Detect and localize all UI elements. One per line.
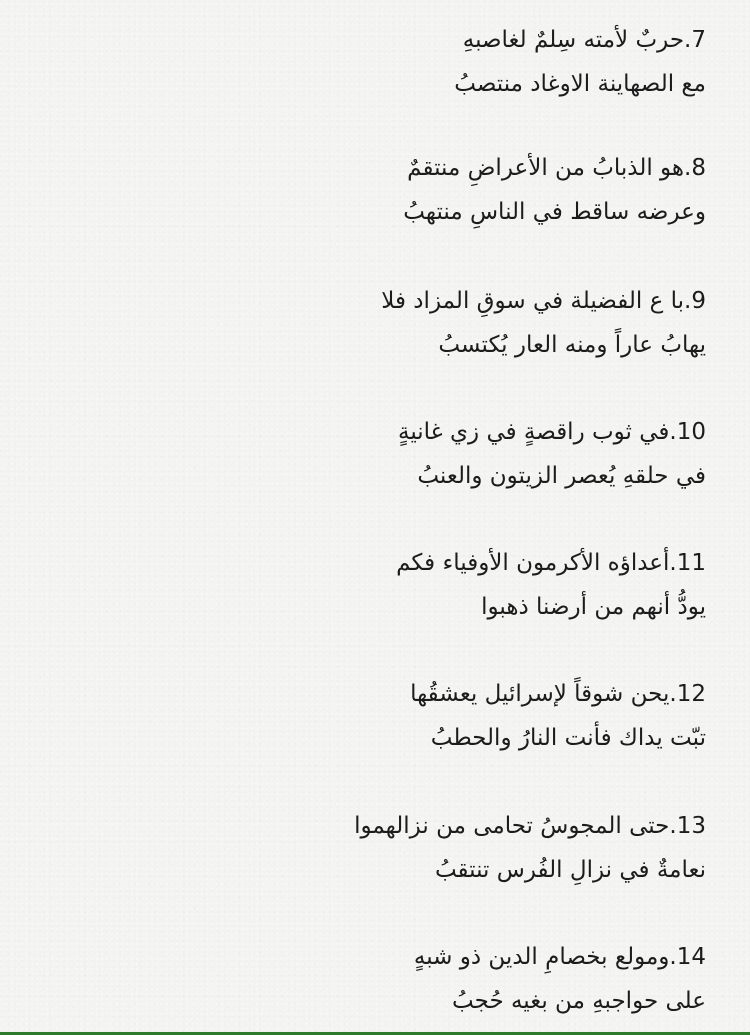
verse-line: 10.في ثوب راقصةٍ في زي غانيةٍ (398, 419, 706, 445)
verse-line: يودُّ أنهم من أرضنا ذهبوا (481, 594, 706, 620)
verse-line: وعرضه ساقط في الناسِ منتهبُ (403, 199, 706, 225)
verse-line: على حواجبهِ من بغيه حُجبُ (452, 988, 706, 1014)
verse-line: يهابُ عاراً ومنه العار يُكتسبُ (438, 332, 706, 358)
verse-line: مع الصهاينة الاوغاد منتصبُ (454, 71, 706, 97)
stanza-7 (46, 18, 706, 106)
verse-line: 8.هو الذبابُ من الأعراضِ منتقمٌ (407, 155, 706, 181)
verse-line: 13.حتى المجوسُ تحامى من نزالهموا (354, 813, 706, 839)
stanza-12 (46, 672, 706, 760)
verse-line: 11.أعداؤه الأكرمون الأوفياء فكم (396, 550, 706, 576)
verse-line: تبّت يداك فأنت النارُ والحطبُ (430, 725, 706, 751)
verse-line: في حلقهِ يُعصر الزيتون والعنبُ (417, 463, 706, 489)
stanza-8 (46, 146, 706, 234)
stanza-11 (46, 541, 706, 629)
stanza-14 (46, 935, 706, 1023)
verse-line: نعامةٌ في نزالِ الفُرس تنتقبُ (434, 857, 706, 883)
verse-line: 9.با ع الفضيلة في سوقِ المزاد فلا (381, 288, 706, 314)
stanza-10 (46, 410, 706, 498)
stanza-9 (46, 279, 706, 367)
verse-line: 12.يحن شوقاً لإسرائيل يعشقُها (410, 681, 706, 707)
verse-line: 14.ومولع بخصامِ الدين ذو شبهٍ (413, 944, 706, 970)
stanza-13 (46, 804, 706, 892)
verse-line: 7.حربٌ لأمته سِلمٌ لغاصبهِ (462, 27, 706, 53)
